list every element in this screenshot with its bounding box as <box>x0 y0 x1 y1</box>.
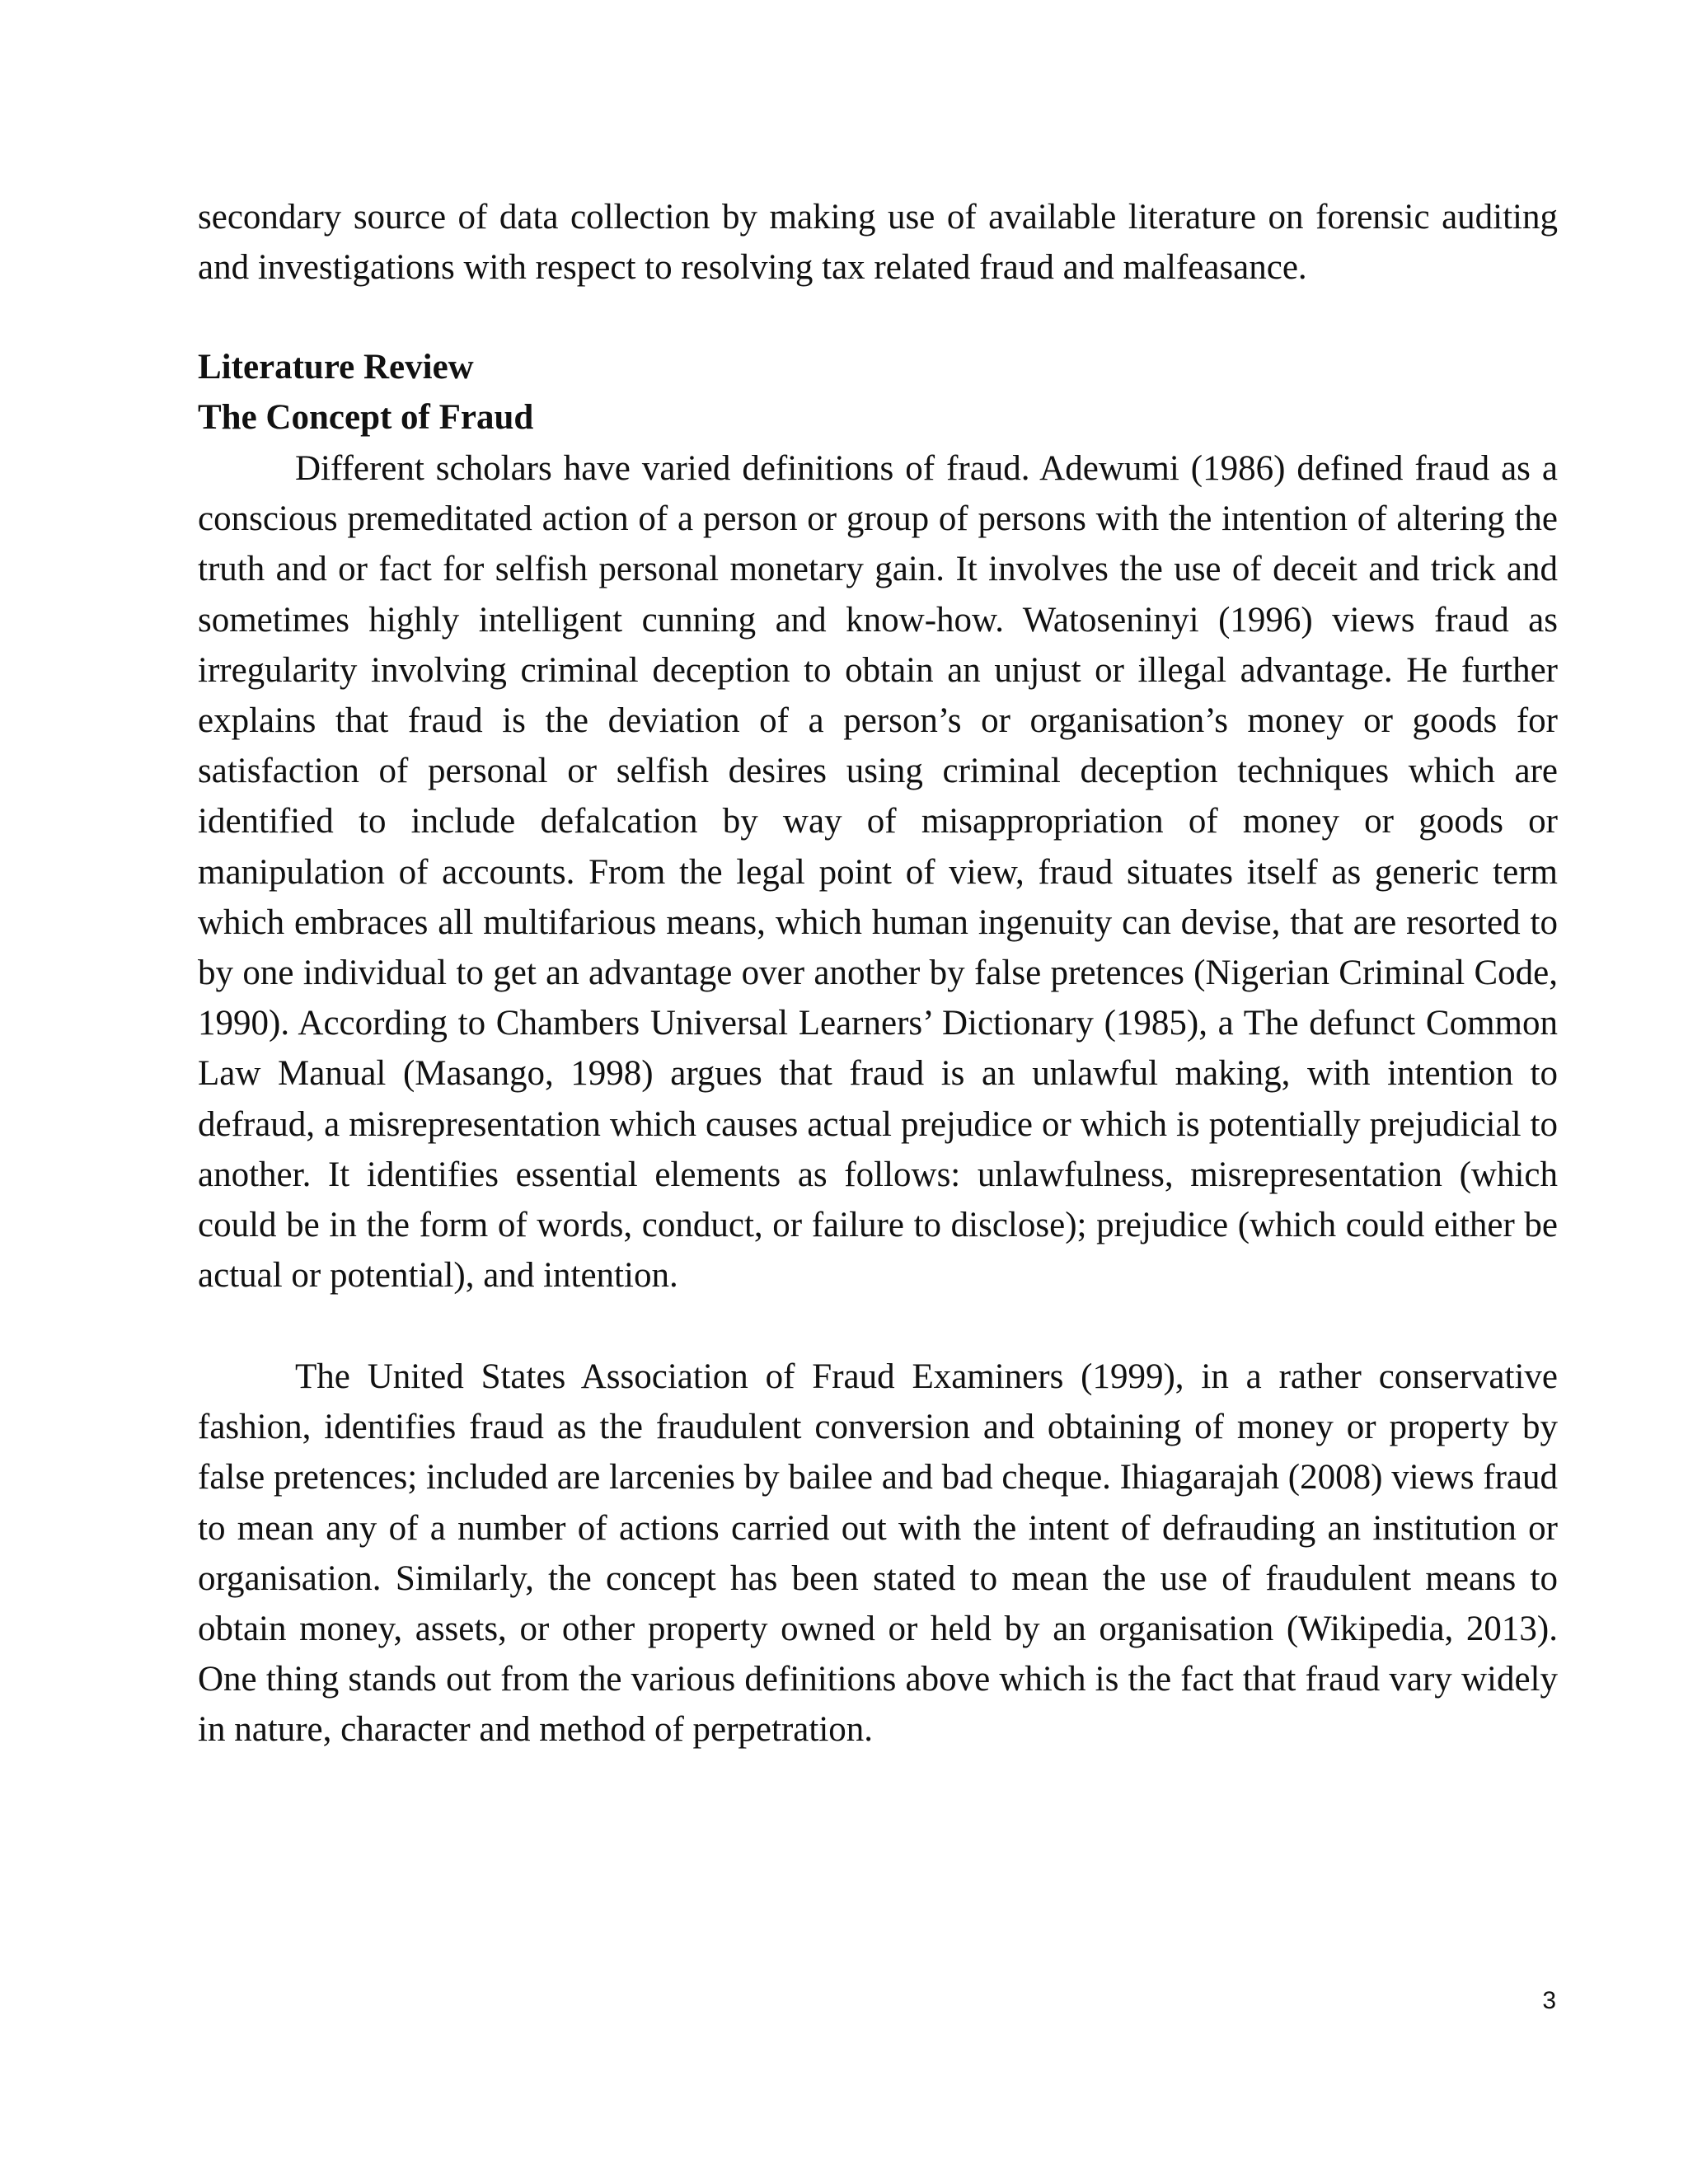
intro-paragraph: secondary source of data collection by making use of available literature on forensic auditing and investigations with respect to resolving tax related fraud and malfeasance. <box>198 198 1558 288</box>
headings-block <box>198 342 1558 443</box>
subsection-heading: The Concept of Fraud <box>198 398 534 438</box>
fraud-examiners-paragraph: The United States Association of Fraud Examiners (1999), in a rather conservative fashion, identifies fraud as the fraudulent conversion and obtaining of money or property by false pretences; included are larcenies by bailee and bad cheque. Ihiagarajah (2008) views fraud to mean any of a number of actions carried out with the intent of defrauding an institution or organisation. Similarly, the concept has been stated to mean the use of fraudulent means to obtain money, assets, or other property owned or held by an organisation (Wikipedia, 2013). One thing stands out from the various definitions above which is the fact that fraud vary widely in nature, character and method of perpetration. <box>198 1357 1558 1750</box>
page-number: 3 <box>1542 1987 1556 2014</box>
section-heading: Literature Review <box>198 348 474 387</box>
fraud-definitions-paragraph: Different scholars have varied definitions of fraud. Adewumi (1986) defined fraud as a conscious premeditated action of a person or group of persons with the intention of altering the truth and or fact for selfish personal monetary gain. It involves the use of deceit and trick and sometimes highly intelligent cunning and know-how. Watoseninyi (1996) views fraud as irregularity involving criminal deception to obtain an unjust or illegal advantage. He further explains that fraud is the deviation of a person’s or organisation’s money or goods for satisfaction of personal or selfish desires using criminal deception techniques which are identified to include defalcation by way of misappropriation of money or goods or manipulation of accounts. From the legal point of view, fraud situates itself as generic term which embraces all multifarious means, which human ingenuity can devise, that are resorted to by one individual to get an advantage over another by false pretences (Nigerian Criminal Code, 1990). According to Chambers Universal Learners’ Dictionary (1985), a The defunct Common Law Manual (Masango, 1998) argues that fraud is an unlawful making, with intention to defraud, a misrepresentation which causes actual prejudice or which is potentially prejudicial to another. It identifies essential elements as follows: unlawfulness, misrepresentation (which could be in the form of words, conduct, or failure to disclose); prejudice (which could either be actual or potential), and intention. <box>198 449 1558 1296</box>
